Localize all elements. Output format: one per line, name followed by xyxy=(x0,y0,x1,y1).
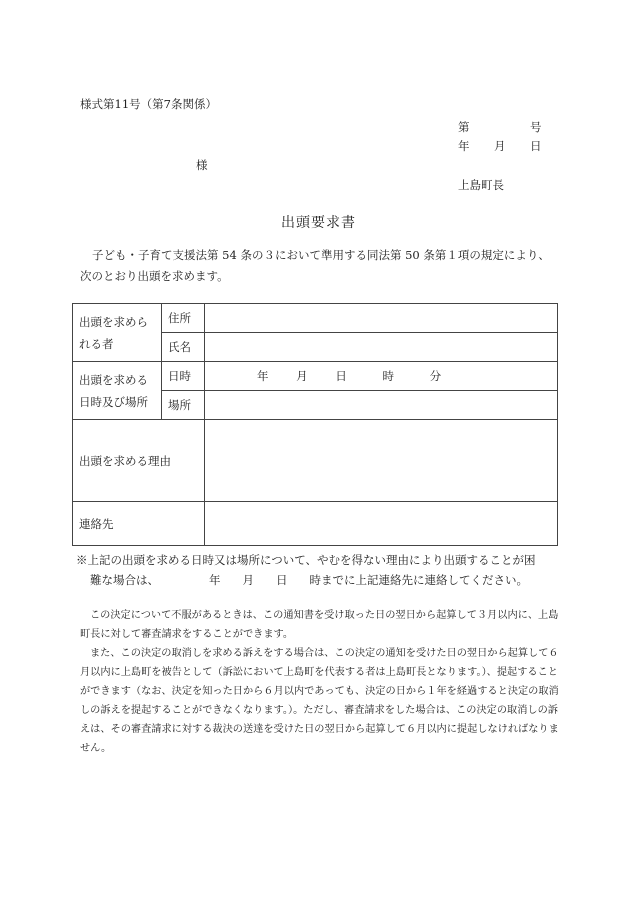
reason-label: 出頭を求める理由 xyxy=(73,420,205,502)
doc-number-go: 号 xyxy=(530,120,542,134)
date-year: 年 xyxy=(458,139,470,153)
doc-number-dai: 第 xyxy=(458,120,470,134)
address-value[interactable] xyxy=(205,304,558,333)
notice-p2-line-1: また、この決定の取消しを求める訴えをする場合は、この決定の通知を受けた日の翌日から起算して６ xyxy=(90,648,559,659)
document-title: 出頭要求書 xyxy=(281,215,356,231)
notice-p2-line-2: 月以内に上島町を被告として（訴訟において上島町を代表する者は上島町長となります。）、提起すること xyxy=(80,667,558,678)
notice-p2-line-5: えは、その審査請求に対する裁決の送達を受けた日の翌日から起算して６月以内に提起しなければなりま xyxy=(80,724,559,735)
issuer: 上島町長 xyxy=(458,178,504,192)
time-label: 日時 xyxy=(162,362,205,391)
name-label: 氏名 xyxy=(162,333,205,362)
notice-p2-line-6: せん。 xyxy=(80,743,112,754)
reason-value[interactable] xyxy=(205,420,558,502)
notice-p1-line-1: この決定について不服があるときは、この通知書を受け取った日の翌日から起算して３月以内に、上島 xyxy=(90,610,559,621)
notice-p2-line-3: ができます（なお、決定を知った日から６月以内であっても、決定の日から１年を経過すると決定の取消 xyxy=(80,686,559,697)
intro-line-2: 次のとおり出頭を求めます。 xyxy=(80,269,229,283)
contact-label: 連絡先 xyxy=(73,502,205,546)
address-label: 住所 xyxy=(162,304,205,333)
contact-value[interactable] xyxy=(205,502,558,546)
place-value[interactable] xyxy=(205,391,558,420)
addressee-suffix: 様 xyxy=(196,158,208,172)
time-value[interactable] xyxy=(205,362,558,391)
request-table xyxy=(72,303,558,546)
name-value[interactable] xyxy=(205,333,558,362)
time-unit-hour: 時 xyxy=(382,369,394,383)
date-month: 月 xyxy=(494,139,506,153)
time-unit-day: 日 xyxy=(335,369,347,383)
time-unit-year: 年 xyxy=(257,369,269,383)
intro-line-1: 子ども・子育て支援法第 54 条の３において準用する同法第 50 条第１項の規定により、 xyxy=(92,248,550,262)
remark-line-1: ※上記の出頭を求める日時又は場所について、やむを得ない理由により出頭することが困 xyxy=(76,553,536,567)
time-unit-minute: 分 xyxy=(429,369,442,383)
date-day: 日 xyxy=(530,139,542,153)
form-number: 様式第11号（第7条関係） xyxy=(80,97,217,111)
remark-line-2: 難な場合は、 年 月 日 時までに上記連絡先に連絡してください。 xyxy=(90,573,528,587)
datetime-label: 出頭を求める 日時及び場所 xyxy=(73,362,162,420)
time-unit-month: 月 xyxy=(296,369,308,383)
notice-p2-line-4: しの訴えを提起することができなくなります。）。ただし、審査請求をした場合は、この決定の取消しの訴 xyxy=(80,705,558,716)
person-label: 出頭を求めら れる者 xyxy=(73,304,162,362)
place-label: 場所 xyxy=(162,391,205,420)
notice-p1-line-2: 町長に対して審査請求をすることができます。 xyxy=(80,629,294,640)
